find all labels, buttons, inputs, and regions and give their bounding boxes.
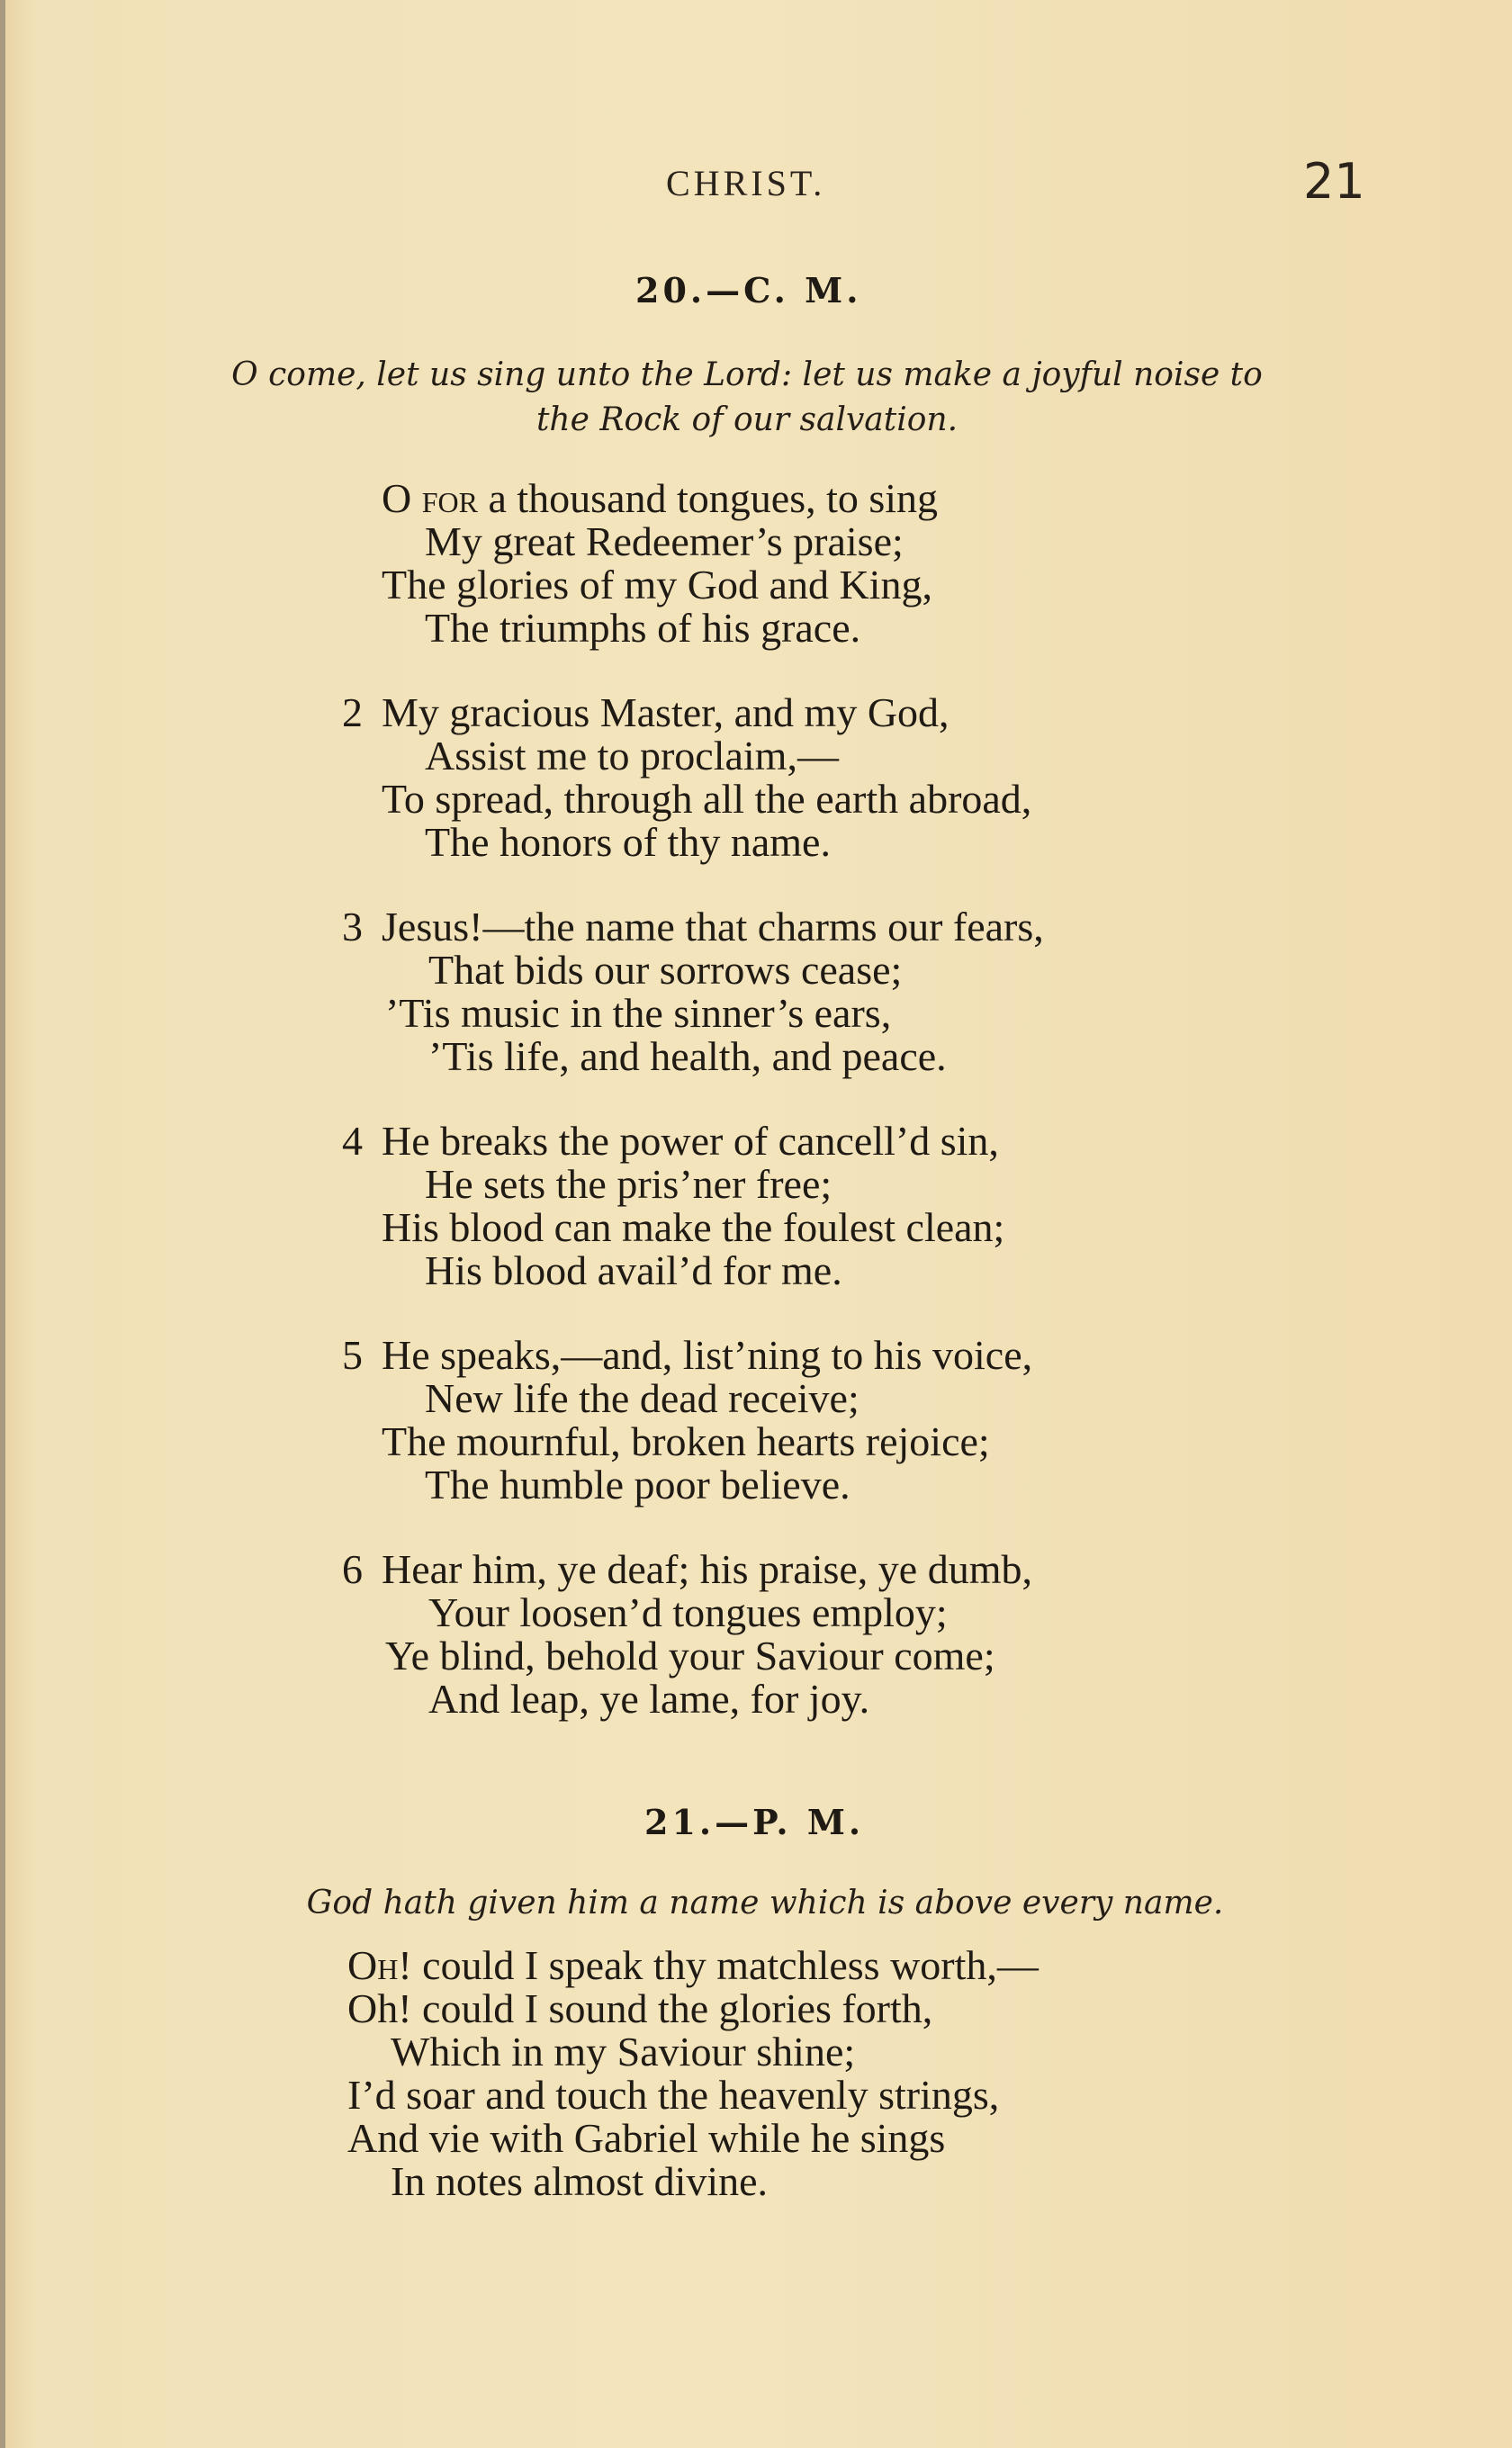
stanza-number: 5 xyxy=(342,1332,363,1378)
stanza-line xyxy=(342,691,1031,734)
stanza-line: ’Tis life, and health, and peace. xyxy=(428,1033,947,1079)
stanza xyxy=(342,1548,1032,1721)
stanza-line: The mournful, broken hearts rejoice; xyxy=(382,1418,990,1464)
page-spine-edge xyxy=(0,0,5,2448)
stanza-line: The honors of thy name. xyxy=(425,819,831,865)
stanza-line: My great Redeemer’s praise; xyxy=(425,518,904,564)
epigraph-line: O come, let us sing unto the Lord: let us make a joyful noise to xyxy=(231,356,1263,393)
stanza-number: 2 xyxy=(342,689,363,735)
stanza-line: Oh! could I sound the glories forth, xyxy=(347,1985,933,2031)
stanza-line xyxy=(347,1944,1039,1987)
small-caps-word: for xyxy=(421,475,478,521)
epigraph-line: the Rock of our salvation. xyxy=(536,401,958,438)
stanza-line: New life the dead receive; xyxy=(425,1375,860,1421)
stanza-line: ’Tis music in the sinner’s ears, xyxy=(385,990,892,1036)
hymn-number: 21.—P. M. xyxy=(644,1802,865,1842)
epigraph-line: God hath given him a name which is above every name. xyxy=(306,1885,1224,1922)
line-text: Jesus!—the name that charms our fears, xyxy=(382,904,1044,950)
stanza xyxy=(342,905,1044,1078)
stanza-number: 6 xyxy=(342,1546,363,1592)
line-text: Hear him, ye deaf; his praise, ye dumb, xyxy=(382,1546,1032,1592)
stanza-number: 3 xyxy=(342,904,363,950)
stanza-line: The humble poor believe. xyxy=(425,1462,850,1508)
line-text: He breaks the power of cancell’d sin, xyxy=(382,1118,999,1164)
stanza-line: I’d soar and touch the heavenly strings, xyxy=(347,2072,1000,2118)
stanza-line: The glories of my God and King, xyxy=(382,562,932,608)
stanza-line: To spread, through all the earth abroad, xyxy=(382,776,1032,822)
stanza xyxy=(382,477,938,650)
stanza-line: And vie with Gabriel while he sings xyxy=(347,2115,946,2161)
stanza xyxy=(347,1944,1039,2203)
stanza-line: His blood avail’d for me. xyxy=(425,1247,842,1293)
hymn-epigraph xyxy=(162,353,1332,443)
stanza-number: 4 xyxy=(342,1118,363,1164)
stanza-line: Your loosen’d tongues employ; xyxy=(428,1589,948,1635)
stanza-line: He sets the pris’ner free; xyxy=(425,1161,832,1207)
stanza-line xyxy=(342,1334,1032,1377)
hymn-number: 20.—C. M. xyxy=(635,270,862,310)
drop-word: Oh xyxy=(347,1942,399,1988)
page-number: 21 xyxy=(1303,153,1365,210)
stanza-line: Which in my Saviour shine; xyxy=(391,2029,856,2074)
line-text: He speaks,—and, list’ning to his voice, xyxy=(382,1332,1033,1378)
stanza-line: His blood can make the foulest clean; xyxy=(382,1204,1005,1250)
stanza-line: In notes almost divine. xyxy=(391,2158,769,2204)
drop-word: O xyxy=(382,475,412,521)
line-text: My gracious Master, and my God, xyxy=(382,689,950,735)
stanza-line: Ye blind, behold your Saviour come; xyxy=(385,1633,995,1678)
stanza xyxy=(342,691,1031,864)
stanza-line xyxy=(382,477,938,520)
stanza xyxy=(342,1334,1032,1507)
stanza-line: That bids our sorrows cease; xyxy=(428,947,903,993)
stanza xyxy=(342,1120,1004,1292)
stanza-line: Assist me to proclaim,— xyxy=(425,733,839,778)
running-head: CHRIST. xyxy=(666,163,826,203)
hymn-epigraph xyxy=(225,1881,1305,1926)
stanza-line xyxy=(342,1120,1004,1163)
line-rest: a thousand tongues, to sing xyxy=(477,475,939,521)
line-rest: ! could I speak thy matchless worth,— xyxy=(398,1942,1039,1988)
stanza-line xyxy=(342,905,1044,949)
stanza-line xyxy=(342,1548,1032,1591)
stanza-line: And leap, ye lame, for joy. xyxy=(428,1676,870,1722)
stanza-line: The triumphs of his grace. xyxy=(425,605,861,651)
